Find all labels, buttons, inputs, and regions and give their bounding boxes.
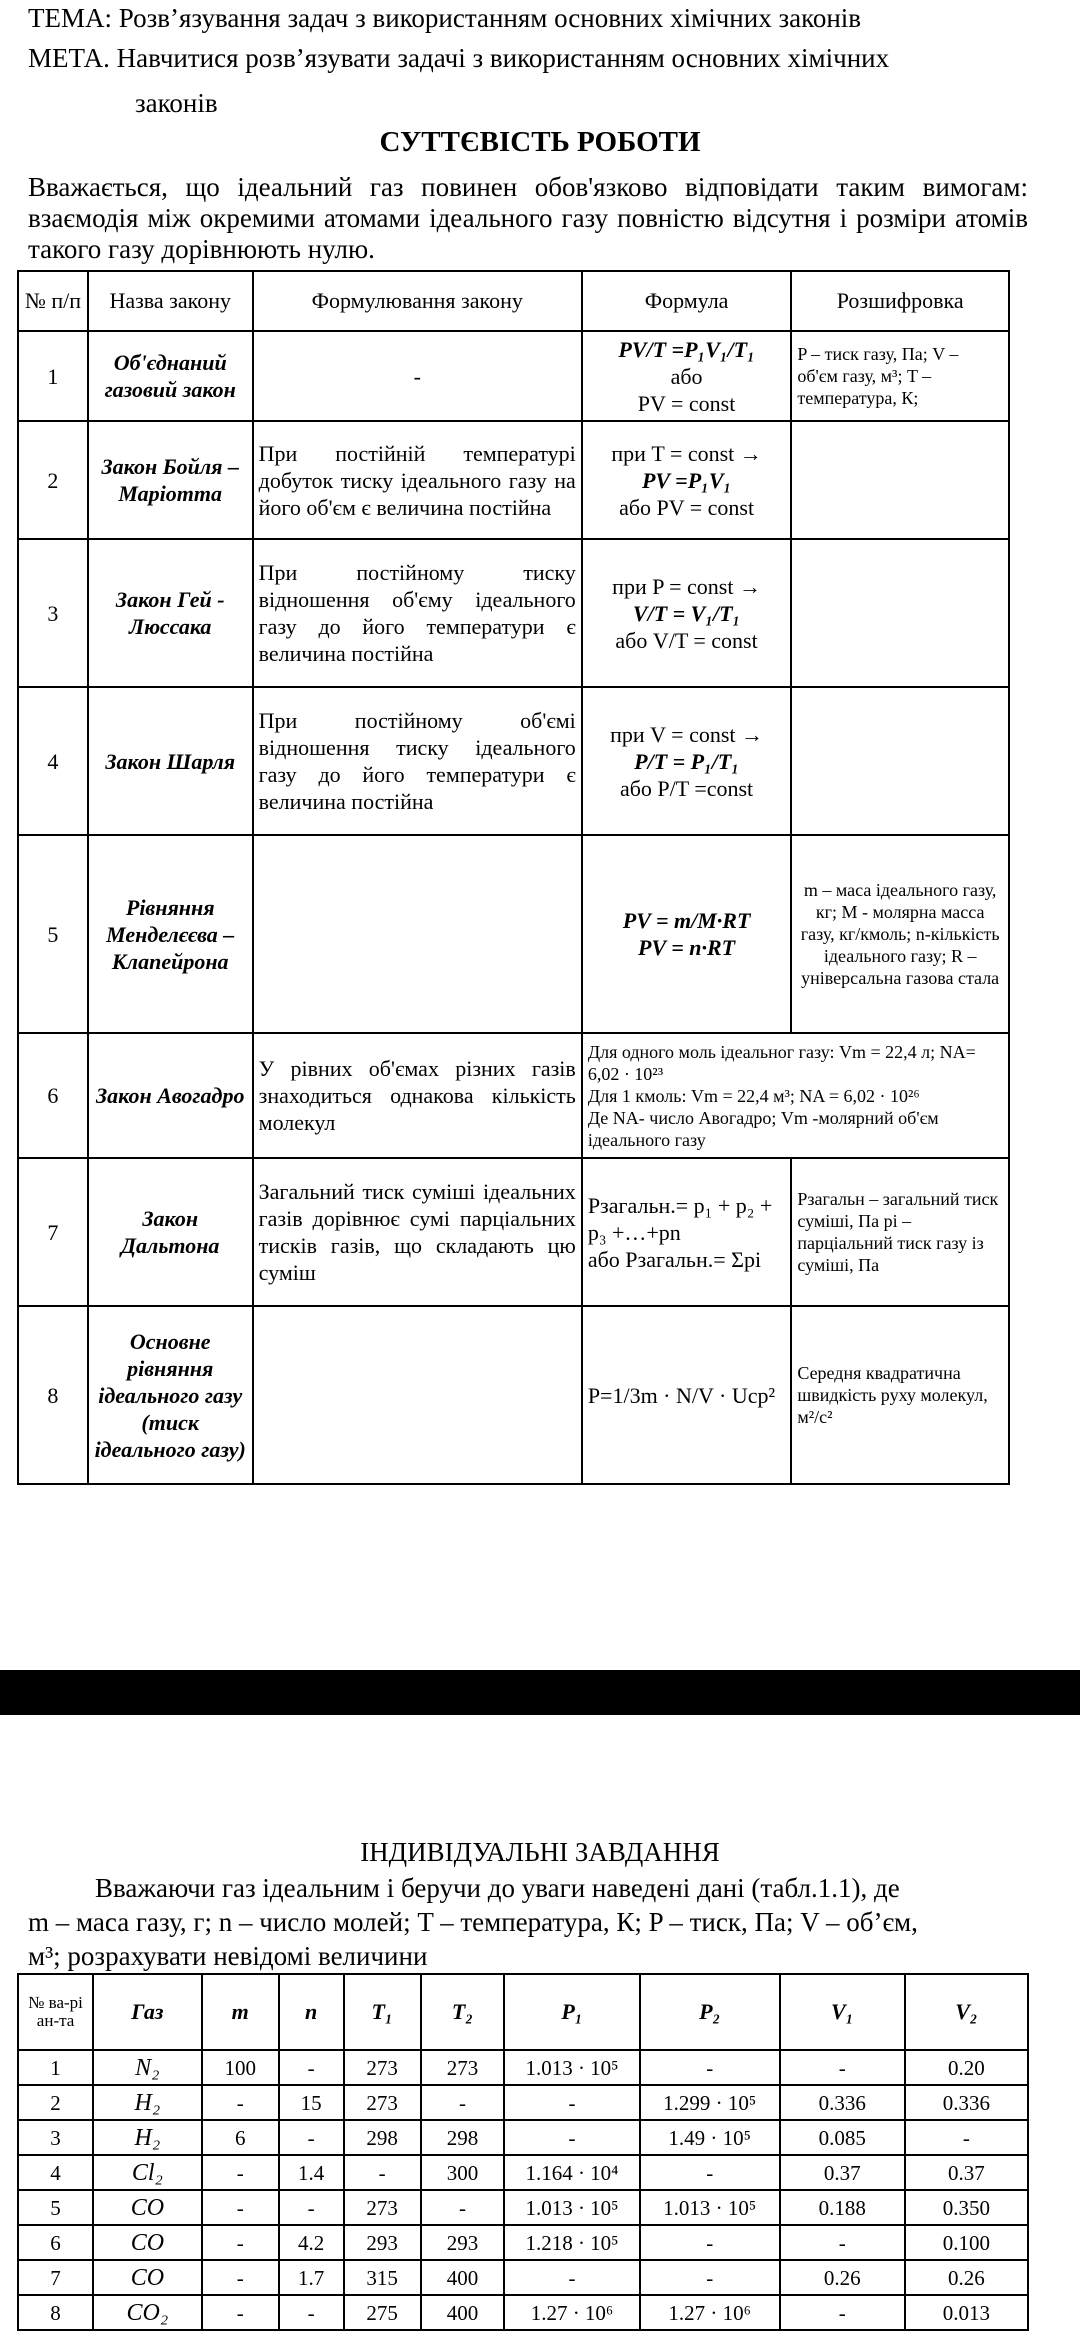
col-header-m: m <box>202 1974 279 2050</box>
law-formula <box>582 331 792 421</box>
table-cell: 298 <box>344 2120 421 2155</box>
law-definition: При постійній температурі добуток тиску ідеального газу на його об'єм є величина постійна <box>253 421 582 539</box>
law-name: Рівняння Менделєєва –Клапейрона <box>88 835 253 1033</box>
table-row <box>18 687 1009 835</box>
table-cell: 1.299 · 10⁵ <box>640 2085 780 2120</box>
col-header-p2: P₂ <box>640 1974 780 2050</box>
table-cell: 0.20 <box>905 2050 1028 2085</box>
law-name: Закон Гей - Люссака <box>88 539 253 687</box>
law-formula <box>582 421 792 539</box>
table-cell: - <box>905 2120 1028 2155</box>
tasks-intro-line2: m – маса газу, г; n – число молей; T – температура, К; P – тиск, Па; V – об’єм, <box>28 1907 918 1937</box>
table-cell: 400 <box>421 2295 504 2330</box>
table-cell: 0.336 <box>780 2085 905 2120</box>
table-cell: - <box>780 2295 905 2330</box>
table-row <box>18 421 1009 539</box>
table-cell: - <box>421 2085 504 2120</box>
law-decode: P – тиск газу, Па; V – об'єм газу, м³; T – температура, К; <box>791 331 1009 421</box>
law-formula <box>582 1158 792 1306</box>
table-cell: - <box>780 2050 905 2085</box>
law-definition <box>253 1306 582 1484</box>
formula-line: P/T = P₁/T₁ <box>634 748 739 774</box>
table-cell: 0.26 <box>780 2260 905 2295</box>
law-definition: - <box>253 331 582 421</box>
formula-line: Pзагальн.= p₁ + p₂ + p₃ +…+pn <box>587 1192 773 1245</box>
table-row <box>18 2190 1028 2225</box>
table-cell: H₂ <box>93 2120 202 2155</box>
table-cell: 298 <box>421 2120 504 2155</box>
formula-line: PV = const <box>637 390 736 416</box>
tasks-intro-line1: Вважаючи газ ідеальним і беручи до уваги наведені дані (табл.1.1), де <box>95 1873 900 1903</box>
formula-line: при V = const → <box>610 721 764 747</box>
table-cell: - <box>279 2120 344 2155</box>
table-cell: 7 <box>18 2260 93 2295</box>
table-row <box>18 331 1009 421</box>
table-cell: - <box>640 2260 780 2295</box>
table-cell: - <box>279 2295 344 2330</box>
table-cell: - <box>780 2225 905 2260</box>
col-header-t2: T₂ <box>421 1974 504 2050</box>
row-num: 2 <box>18 421 88 539</box>
table-cell: - <box>202 2260 279 2295</box>
table-cell: 100 <box>202 2050 279 2085</box>
formula-line: Для 1 кмоль: Vm = 22,4 м³; NA = 6,02 · 10²⁶ <box>587 1085 920 1106</box>
formula-line: PV =P₁V₁ <box>641 467 732 493</box>
table-cell: 5 <box>18 2190 93 2225</box>
formula-line: або V/T = const <box>615 627 758 653</box>
formula-line: V/T = V₁/T₁ <box>632 600 741 626</box>
law-formula <box>582 539 792 687</box>
table-cell: 0.013 <box>905 2295 1028 2330</box>
law-name: Закон Дальтона <box>88 1158 253 1306</box>
table-cell: 0.37 <box>780 2155 905 2190</box>
row-num: 6 <box>18 1033 88 1158</box>
formula-line: PV = n·RT <box>638 935 736 960</box>
col-header-definition: Формулювання закону <box>253 271 582 331</box>
table-cell: 293 <box>344 2225 421 2260</box>
col-header-gas: Газ <box>93 1974 202 2050</box>
formula-line: PV = m/M·RT <box>622 908 751 933</box>
law-decode <box>791 539 1009 687</box>
law-name: Закон Авогадро <box>88 1033 253 1158</box>
law-definition: При постійному тиску відношення об'єму ідеального газу до його температури є величина постійна <box>253 539 582 687</box>
law-name: Закон Бойля – Маріотта <box>88 421 253 539</box>
table-cell: 400 <box>421 2260 504 2295</box>
col-header-n: n <box>279 1974 344 2050</box>
table-row <box>18 1033 1009 1158</box>
col-header-p1: P₁ <box>504 1974 640 2050</box>
table-cell: - <box>640 2050 780 2085</box>
col-header-v2: V₂ <box>905 1974 1028 2050</box>
table-cell: - <box>640 2155 780 2190</box>
table-cell: 1.4 <box>279 2155 344 2190</box>
table-cell: 273 <box>421 2050 504 2085</box>
law-definition: При постійному об'ємі відношення тиску ідеального газу до його температури є величина постійна <box>253 687 582 835</box>
col-header-decode: Розшифровка <box>791 271 1009 331</box>
tasks-table <box>17 1973 1029 2331</box>
law-formula <box>582 1306 792 1484</box>
table-cell: 1.49 · 10⁵ <box>640 2120 780 2155</box>
table-cell: 1.013 · 10⁵ <box>504 2050 640 2085</box>
formula-line: P=1/3m · N/V · Ucp² <box>587 1382 776 1408</box>
table-row <box>18 1158 1009 1306</box>
law-decode: Середня квадратична швидкість руху молекул, м²/c² <box>791 1306 1009 1484</box>
row-num: 7 <box>18 1158 88 1306</box>
table-cell: 1.218 · 10⁵ <box>504 2225 640 2260</box>
table-cell: 4.2 <box>279 2225 344 2260</box>
table-cell: 1 <box>18 2050 93 2085</box>
section-title: СУТТЄВІСТЬ РОБОТИ <box>379 126 701 158</box>
table-cell: - <box>279 2050 344 2085</box>
table-row <box>18 2155 1028 2190</box>
law-decode <box>791 687 1009 835</box>
col-header-variant: № ва-рі ан-та <box>18 1974 93 2050</box>
table-cell: - <box>279 2190 344 2225</box>
table-cell: 6 <box>18 2225 93 2260</box>
row-num: 8 <box>18 1306 88 1484</box>
table-cell: 315 <box>344 2260 421 2295</box>
page-separator <box>0 1670 1080 1715</box>
table-cell: 15 <box>279 2085 344 2120</box>
table-cell: - <box>202 2190 279 2225</box>
table-cell: - <box>504 2120 640 2155</box>
formula-line: при P = const → <box>612 573 761 599</box>
law-definition: Загальний тиск суміші ідеальних газів дорівнює сумі парціальних тисків газів, що складають цю суміш <box>253 1158 582 1306</box>
law-name: Об'єднаний газовий закон <box>88 331 253 421</box>
row-num: 3 <box>18 539 88 687</box>
table-cell: - <box>640 2225 780 2260</box>
row-num: 5 <box>18 835 88 1033</box>
formula-line: або PV = const <box>619 494 755 520</box>
table-cell: 2 <box>18 2085 93 2120</box>
tasks-title: ІНДИВІДУАЛЬНІ ЗАВДАННЯ <box>360 1837 720 1867</box>
table-cell: H₂ <box>93 2085 202 2120</box>
topic-line: ТЕМА: Розв’язування задач з використанням основних хімічних законів <box>28 3 862 33</box>
table-cell: 1.013 · 10⁵ <box>504 2190 640 2225</box>
col-header-t1: T₁ <box>344 1974 421 2050</box>
table-cell: 3 <box>18 2120 93 2155</box>
table-cell: 0.26 <box>905 2260 1028 2295</box>
table-cell: 0.37 <box>905 2155 1028 2190</box>
law-formula <box>582 687 792 835</box>
tasks-intro-line3: м³; розрахувати невідомі величини <box>28 1941 428 1971</box>
col-header-num: № п/п <box>18 271 88 331</box>
formula-line: або <box>670 363 703 389</box>
table-cell: 275 <box>344 2295 421 2330</box>
tasks-header-row <box>18 1974 1028 2050</box>
gas-laws-table <box>17 270 1010 1485</box>
table-cell: - <box>202 2225 279 2260</box>
table-cell: 1.013 · 10⁵ <box>640 2190 780 2225</box>
table-cell: - <box>421 2190 504 2225</box>
law-decode: Pзагальн – загальний тиск суміші, Па pi – парціальний тиск газу із суміші, Па <box>791 1158 1009 1306</box>
table-cell: - <box>504 2260 640 2295</box>
table-cell: - <box>344 2155 421 2190</box>
table-cell: - <box>202 2085 279 2120</box>
goal-line-cont: законів <box>135 88 218 118</box>
table-header-row <box>18 271 1009 331</box>
table-cell: CO₂ <box>93 2295 202 2330</box>
table-cell: 4 <box>18 2155 93 2190</box>
law-formula <box>582 835 792 1033</box>
col-header-formula: Формула <box>582 271 792 331</box>
table-row <box>18 539 1009 687</box>
table-cell: 0.085 <box>780 2120 905 2155</box>
table-cell: 1.7 <box>279 2260 344 2295</box>
table-cell: 0.336 <box>905 2085 1028 2120</box>
formula-line: при T = const → <box>611 440 762 466</box>
table-cell: 8 <box>18 2295 93 2330</box>
law-definition <box>253 835 582 1033</box>
table-cell: 1.164 · 10⁴ <box>504 2155 640 2190</box>
intro-paragraph: Вважається, що ідеальний газ повинен обов'язково відповідати таким вимогам: взаємодія між окремими атомами ідеального газу повністю відсутня і розміри атомів такого газу дорівнюють нулю. <box>28 172 1028 264</box>
col-header-name: Назва закону <box>88 271 253 331</box>
table-cell: 300 <box>421 2155 504 2190</box>
table-cell: 273 <box>344 2050 421 2085</box>
table-cell: Cl₂ <box>93 2155 202 2190</box>
table-cell: 1.27 · 10⁶ <box>640 2295 780 2330</box>
table-cell: 1.27 · 10⁶ <box>504 2295 640 2330</box>
table-cell: CO <box>93 2225 202 2260</box>
row-num: 1 <box>18 331 88 421</box>
table-cell: N₂ <box>93 2050 202 2085</box>
law-name: Закон Шарля <box>88 687 253 835</box>
table-cell: 273 <box>344 2190 421 2225</box>
table-row <box>18 2225 1028 2260</box>
law-decode: m – маса ідеального газу, кг; M - молярна масса газу, кг/кмоль; n-кількість ідеального газу; R – універсальна газова стала <box>791 835 1009 1033</box>
table-cell: 293 <box>421 2225 504 2260</box>
law-definition: У рівних об'ємах різних газів знаходиться однакова кількість молекул <box>253 1033 582 1158</box>
formula-line: PV/T =P₁V₁/T₁ <box>618 336 755 362</box>
col-header-v1: V₁ <box>780 1974 905 2050</box>
formula-line: Де NA- число Авогадро; Vm -молярний об'єм ідеального газу <box>587 1107 939 1150</box>
table-cell: - <box>202 2295 279 2330</box>
table-row <box>18 1306 1009 1484</box>
table-cell: 273 <box>344 2085 421 2120</box>
table-cell: - <box>504 2085 640 2120</box>
table-cell: - <box>202 2155 279 2190</box>
table-row <box>18 2295 1028 2330</box>
law-decode <box>791 421 1009 539</box>
table-cell: 6 <box>202 2120 279 2155</box>
table-row <box>18 2260 1028 2295</box>
table-cell: CO <box>93 2190 202 2225</box>
law-name: Основне рівняння ідеального газу (тиск ідеального газу) <box>88 1306 253 1484</box>
formula-line: або P/T =const <box>619 775 754 801</box>
goal-line: МЕТА. Навчитися розв’язувати задачі з використанням основних хімічних <box>28 43 890 73</box>
table-cell: 0.350 <box>905 2190 1028 2225</box>
formula-line: або Pзагальн.= Σpi <box>587 1246 762 1272</box>
table-row <box>18 2085 1028 2120</box>
table-cell: CO <box>93 2260 202 2295</box>
law-formula <box>582 1033 1009 1158</box>
table-row <box>18 2050 1028 2085</box>
table-row <box>18 2120 1028 2155</box>
table-row <box>18 835 1009 1033</box>
table-cell: 0.100 <box>905 2225 1028 2260</box>
row-num: 4 <box>18 687 88 835</box>
table-cell: 0.188 <box>780 2190 905 2225</box>
formula-line: Для одного моль ідеальног газу: Vm = 22,4 л; NA= 6,02 · 10²³ <box>587 1041 976 1084</box>
